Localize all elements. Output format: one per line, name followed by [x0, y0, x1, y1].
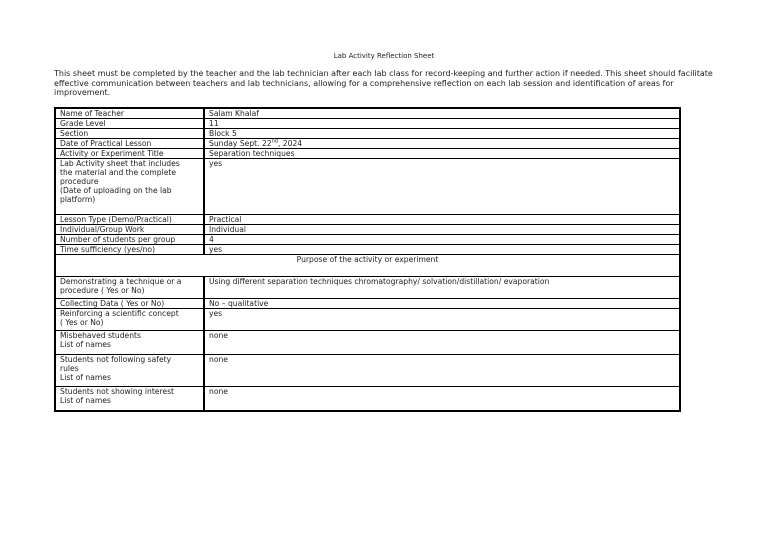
- row-label: [55, 159, 204, 215]
- row-label: Name of Teacher: [55, 108, 204, 119]
- row-label: Grade Level: [55, 119, 204, 129]
- row-label: [55, 355, 204, 387]
- intro-paragraph: This sheet must be completed by the teacher and the lab technician after each lab class for record-keeping and further action if needed. This sheet should facilitate effective communication between teachers and lab technicians, allowing for a comprehensive reflection on each lab session and identification of areas for improvement.: [54, 69, 713, 97]
- row-value: [204, 139, 680, 149]
- label-line: Misbehaved students: [60, 331, 141, 340]
- row-label: [55, 387, 204, 411]
- row-label: [55, 299, 204, 309]
- label-line: Lab Activity sheet that includes: [60, 159, 180, 168]
- table-row: [55, 149, 680, 159]
- row-value: Individual: [204, 225, 680, 235]
- label-line: the material and the complete: [60, 168, 177, 177]
- label-line: List of names: [60, 396, 111, 405]
- row-label: [55, 309, 204, 331]
- label-line: Demonstrating a technique or a: [60, 277, 182, 286]
- label-line: Reinforcing a scientific concept: [60, 309, 179, 318]
- date-year: , 2024: [277, 139, 303, 148]
- row-value: yes: [204, 159, 680, 215]
- table-row: [55, 139, 680, 149]
- table-row: [55, 129, 680, 139]
- row-label: Activity or Experiment Title: [55, 149, 204, 159]
- table-row: [55, 159, 680, 215]
- date-text: Sunday Sept. 22: [209, 139, 272, 148]
- table-row: [55, 235, 680, 245]
- table-row: [55, 108, 680, 119]
- purpose-header: Purpose of the activity or experiment: [55, 255, 680, 277]
- row-label: Time sufficiency (yes/no): [55, 245, 204, 255]
- row-value: none: [204, 355, 680, 387]
- row-label: Individual/Group Work: [55, 225, 204, 235]
- table-row: [55, 119, 680, 129]
- row-label: [55, 277, 204, 299]
- row-value: Using different separation techniques chromatography/ solvation/distillation/ evaporation: [204, 277, 680, 299]
- row-value: Practical: [204, 215, 680, 225]
- row-value: none: [204, 387, 680, 411]
- row-value: yes: [204, 309, 680, 331]
- row-value: 4: [204, 235, 680, 245]
- row-value: Separation techniques: [204, 149, 680, 159]
- reflection-table: [54, 107, 681, 412]
- table-row: [55, 299, 680, 309]
- label-line: ( Yes or No): [60, 318, 104, 327]
- label-line: List of names: [60, 373, 111, 382]
- table-row: [55, 355, 680, 387]
- date-ordinal: nd: [271, 138, 278, 145]
- row-value: 11: [204, 119, 680, 129]
- row-value: Salam Khalaf: [204, 108, 680, 119]
- row-value: No – qualitative: [204, 299, 680, 309]
- label-line: platform): [60, 195, 96, 204]
- label-line: Students not following safety: [60, 355, 172, 364]
- table-row: [55, 245, 680, 255]
- row-label: Lesson Type (Demo/Practical): [55, 215, 204, 225]
- row-value: Block 5: [204, 129, 680, 139]
- row-label: Number of students per group: [55, 235, 204, 245]
- row-label: Date of Practical Lesson: [55, 139, 204, 149]
- row-value: none: [204, 331, 680, 355]
- label-line: procedure: [60, 177, 99, 186]
- label-line: Students not showing interest: [60, 387, 175, 396]
- table-row: [55, 225, 680, 235]
- label-line: procedure ( Yes or No): [60, 286, 145, 295]
- purpose-header-row: [55, 255, 680, 277]
- label-line: Collecting Data ( Yes or No): [60, 299, 165, 308]
- row-label: Section: [55, 129, 204, 139]
- table-row: [55, 215, 680, 225]
- table-row: [55, 309, 680, 331]
- row-label: [55, 331, 204, 355]
- table-row: [55, 387, 680, 411]
- table-row: [55, 277, 680, 299]
- label-line: rules: [60, 364, 79, 373]
- label-line: (Date of uploading on the lab: [60, 186, 172, 195]
- document-title: Lab Activity Reflection Sheet: [333, 52, 435, 60]
- table-row: [55, 331, 680, 355]
- row-value: yes: [204, 245, 680, 255]
- label-line: List of names: [60, 340, 111, 349]
